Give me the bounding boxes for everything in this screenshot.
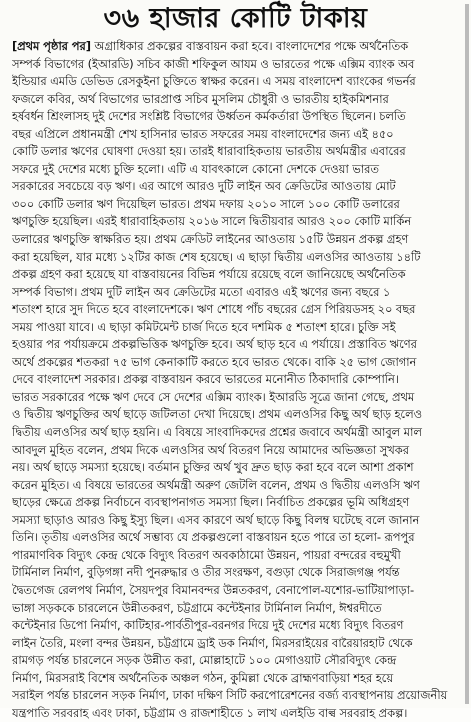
article-line [12,424,462,442]
article-line-text: শতাংশ হারে সুদ দিতে হবে বাংলাদেশকে। ঋণ শোধে পাঁচ বছরের গ্রেস পিরিয়ডসহ ২০ বছর [12,302,416,317]
article-line [12,143,462,161]
article-line-text: রামগড় পর্যন্ত চারলেনে সড়ক উন্নীত করা, মোল্লাহাটে ১০০ মেগাওয়াট সৌরবিদ্যুৎ কেন্দ্র [12,653,397,668]
article-line [12,705,462,722]
article-line [12,442,462,460]
article-line-text: তিনি। তৃতীয় এলওসির অর্থে সম্ভাব্য যে প্রকল্পগুলো বাস্তবায়ন হতে পারে তা হলো- রূপপুর [12,530,415,545]
article-line-text: ইন্ডিয়ার এমডি ডেভিড রেসকুইনা চুক্তিতে স্বাক্ষর করেন। এ সময় বাংলাদেশ ব্যাংকের গভর্নর [12,74,416,89]
article-line-text: সম্পর্ক বিভাগ। প্রথম দুটি লাইন অব ক্রেডিটের মতো এবারও এই ঋণের জন্য বছরে ১ [12,284,391,299]
article-line [12,56,462,74]
article-line [12,178,462,196]
article-line [12,406,462,424]
article-line [12,249,462,267]
article-line-text: কন্টেইনার ডিপো নির্মাণ, কাটিহার-পার্বতীপুর-বরনগর দিয়ে দুই দেশের মধ্যে বিদ্যুৎ বিতরণ [12,618,404,633]
article-line [12,126,462,144]
article-line [12,301,462,319]
article-line [12,459,462,477]
article-line [12,512,462,530]
article-line [12,196,462,214]
article-line-text: ঋণচুক্তি হয়েছিল। এরই ধারাবাহিকতায় ২০১৬ সালে দ্বিতীয়বার আরও ২০০ কোটি মার্কিন [12,214,412,229]
article-line-text: ফজলে কবির, অর্থ বিভাগের ভারপ্রাপ্ত সচিব মুসলিম চৌধুরী ও ভারতীয় হাইকমিশনার [12,91,389,106]
article-line [12,354,462,372]
article-line [12,652,462,670]
article-line-text: ও দ্বিতীয় ঋণচুক্তির অর্থ ছাড়ে জটিলতা দেখা দিয়েছে। প্রথম এলওসির কিছু অর্থ ছাড় হলেও [12,407,422,422]
article-line-text: ভারত সরকারের পক্ষে ঋণ দেবে সে দেশের এক্সিম ব্যাংক। ইআরডি সূত্রে জানা গেছে, প্রথম [12,389,415,404]
article-line [12,670,462,688]
article-line [12,266,462,284]
article-line-text: হওয়ার পর পর্যায়ক্রমে প্রকল্পভিত্তিক ঋণচুক্তি হবে। অর্থ ছাড় হবে এ পর্যায়ে। প্রস্তাবিত ঋণের [12,337,417,352]
article-line [12,108,462,126]
article-line-text: সরকারের সবচেয়ে বড় ঋণ। এর আগে আরও দুটি লাইন অব ক্রেডিটের আওতায় মোট [12,179,396,194]
article-line-text: বছর এপ্রিলে প্রধানমন্ত্রী শেখ হাসিনার ভারত সফরের সময় বাংলাদেশের জন্য এই ৪৫০ [12,126,394,141]
article-line-text: করা হয়েছিল, যার মধ্যে ১২টির কাজ শেষ হয়েছে। এ ছাড়া দ্বিতীয় এলওসির আওতায় ১৪টি [12,249,421,264]
article-line [12,582,462,600]
article-line [12,319,462,337]
article-line-text: সফরে দুই দেশের মধ্যে চুক্তি হলো। এটি এ যাবৎকালে কোনো দেশকে দেওয়া ভারত [12,161,379,176]
article-line-text: পারমাণবিক বিদ্যুৎ কেন্দ্র থেকে বিদ্যুৎ বিতরণ অবকাঠামো উন্নয়ন, পায়রা বন্দরের বহুমুখী [12,547,401,562]
article-line-text: ভাঙ্গা সড়ককে চারলেনে উন্নীতকরণ, চট্টগ্রামে কন্টেইনার টার্মিনাল নির্মাণ, ঈশ্বরদীতে [12,600,382,615]
article-line-text: দ্বৈতগেজ রেলপথ নির্মাণ, সৈয়দপুর বিমানবন্দর উন্নতকরণ, বেনাপোল-যশোর-ভাটিয়াপাড়া- [12,582,415,597]
article-line [12,231,462,249]
article-line-text: কোটি ডলার ঋণের ঘোষণা দেওয়া হয়। তারই ধারাবাহিকতায় ভারতীয় অর্থমন্ত্রীর এবারের [12,144,406,159]
article-line [12,477,462,495]
article-line-text: প্রকল্প গ্রহণ করা হয়েছে যা বাস্তবায়নের বিভিন্ন পর্যায়ে রয়েছে বলে জানিয়েছে অর্থনৈতিক [12,267,406,282]
article-line-text: হর্ষবর্ধন শ্রিংলাসহ দুই দেশের সংশ্লিষ্ট বিভাগের উর্ধ্বতন কর্মকর্তারা উপস্থিত ছিলেন। চলতি [12,109,406,124]
article-line-text: টার্মিনাল নির্মাণ, বুড়িগঙ্গা নদী পুনরুদ্ধার ও তীর সংরক্ষণ, বগুড়া থেকে সিরাজগঞ্জ পর্যন্ত [12,565,400,580]
article-line-text: ডলারের ঋণচুক্তি স্বাক্ষরিত হয়। প্রথম ক্রেডিট লাইনের আওতায় ১৫টি উন্নয়ন প্রকল্প গ্রহণ [12,232,409,247]
article-line-text: অর্থে প্রকল্পের শতকরা ৭৫ ভাগ কেনাকাটি করতে হবে ভারত থেকে। বাকি ২৫ ভাগ জোগান [12,354,417,369]
article-line [12,529,462,547]
article-line [12,161,462,179]
headline: ৩৬ হাজার কোটি টাকায় [103,3,368,34]
article-line-text: নয়। অর্থ ছাড়ে সমস্যা হয়েছে। বর্তমান চুক্তির অর্থ খুব দ্রুত ছাড় করা হবে বলে আশা প্রকাশ [12,460,414,475]
article-line-text: লাইন তৈরি, মংলা বন্দর উন্নয়ন, চট্টগ্রামে ড্রাই ডক নির্মাণ, মিরসরাইয়ের বারৈয়ারহাট থেকে [12,635,413,650]
article-line-text: দ্বিতীয় এলওসির অর্থ ছাড় হয়নি। এ বিষয়ে সাংবাদিকদের প্রশ্নের জবাবে অর্থমন্ত্রী আবুল মাল [12,425,422,440]
article-line-text: যন্ত্রপাতি সরবরাহ এবং ঢাকা, চট্টগ্রাম ও রাজশাহীতে ১ লাখ এলইডি বাল্ব সরবরাহ প্রকল্প। [12,705,408,720]
article-line-text: আবদুল মুহিত বলেন, প্রথম দিকে এলওসির অর্থ বিতরণ নিয়ে আমাদের অভিজ্ঞতা সুখকর [12,442,409,457]
article-line [12,494,462,512]
article-line-text: সম্পর্ক বিভাগের (ইআরডি) সচিব কাজী শফিকুল আযম ও ভারতের পক্ষে এক্সিম ব্যাংক অব [12,56,415,71]
article-line-text: অগ্রাধিকার প্রকল্পের বাস্তবায়ন করা হবে। বাংলাদেশের পক্ষে অর্থনৈতিক [90,39,409,53]
article-line-text: নির্মাণ, মিরসরাই বিশেষ অর্থনৈতিক অঞ্চল গঠন, কুমিল্লা থেকে ব্রাহ্মণবাড়িয়া শহর হয়ে [12,670,394,685]
article-body [12,38,462,722]
article-line [12,687,462,705]
article-line [12,284,462,302]
article-line [12,38,462,56]
article-line [12,564,462,582]
article-line [12,600,462,618]
article-line-text: ছাড়ের ক্ষেত্রে প্রকল্প নির্বাচনে ব্যবস্থাপনাগত সমস্যা ছিল। নির্বাচিত প্রকল্পের ভূমি অধিগ্রহণ [12,495,410,510]
article-line-text: সরাইল পর্যন্ত চারলেন সড়ক নির্মাণ, ঢাকা দক্ষিণ সিটি করপোরেশনের বর্জ্য ব্যবস্থাপনায় প্রয়োজনীয় [12,688,448,703]
continuation-tag: [প্রথম পৃষ্ঠার পর] [12,39,91,53]
article-line [12,73,462,91]
article-line [12,547,462,565]
article-line-text: দেবে বাংলাদেশ সরকার। প্রকল্প বাস্তবায়ন করবে ভারতের মনোনীত ঠিকাদারি কোম্পানি। [12,372,399,387]
article-line-text: ৩০০ কোটি ডলার ঋণ দিয়েছিল ভারত। প্রথম দফায় ২০১০ সালে ১০০ কোটি ডলারের [12,196,400,211]
article-line-text: সময় পাওয়া যাবে। এ ছাড়া কমিটমেন্ট চার্জ দিতে হবে দশমিক ৫ শতাংশ হারে। চুক্তি সই [12,319,396,334]
article-line [12,617,462,635]
article-line [12,91,462,109]
article-line [12,371,462,389]
article-line [12,635,462,653]
page-edge-rule [465,4,469,704]
article-line-text: করেন মুহিত। এ বিষয়ে ভারতের অর্থমন্ত্রী অরুণ জেটলি বলেন, প্রথম ও দ্বিতীয় এলওসি ঋণ [12,477,420,492]
article-line [12,336,462,354]
article-line-text: সমস্যা ছাড়াও আরও কিছু ইস্যু ছিল। এসব কারণে অর্থ ছাড়ে কিছু বিলম্ব ঘটেছে বলে জানান [12,512,420,527]
article-line [12,213,462,231]
article-line [12,389,462,407]
